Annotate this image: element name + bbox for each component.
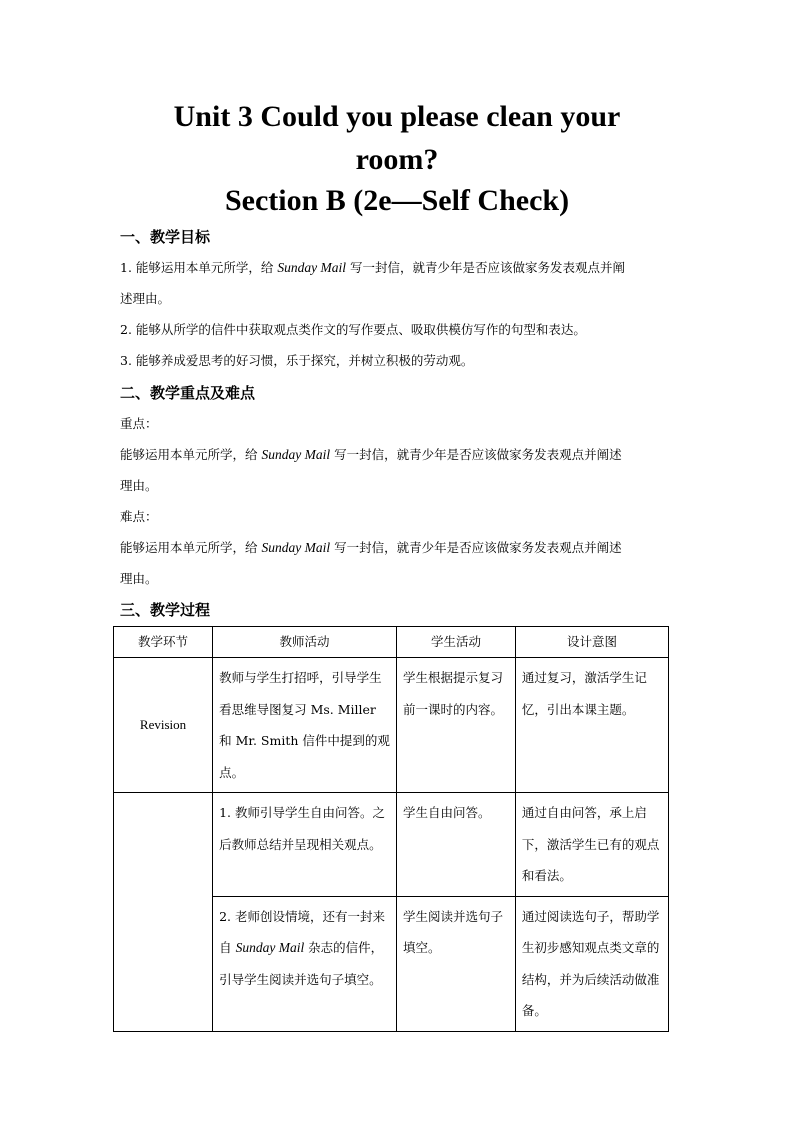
objective-3: 3. 能够养成爱思考的好习惯，乐于探究，并树立积极的劳动观。 xyxy=(120,353,474,368)
key-point-text: 能够运用本单元所学，给 Sunday Mail 写一封信，就青少年是否应该做家务发表观点并阐述 xyxy=(120,447,622,462)
design-intent-cell: 通过阅读选句子，帮助学生初步感知观点类文章的结构，并为后续活动做准备。 xyxy=(515,896,668,1031)
objective-2: 2. 能够从所学的信件中获取观点类作文的写作要点、吸取供模仿写作的句型和表达。 xyxy=(120,322,586,337)
teacher-activity-cell: 1. 教师引导学生自由问答。之后教师总结并呈现相关观点。 xyxy=(213,793,397,897)
design-intent-cell: 通过自由问答，承上启下，激活学生已有的观点和看法。 xyxy=(515,793,668,897)
table-row xyxy=(114,658,669,793)
section-heading-key-points: 二、教学重点及难点 xyxy=(120,384,256,402)
objective-1: 1. 能够运用本单元所学，给 Sunday Mail 写一封信，就青少年是否应该做家务发表观点并阐 xyxy=(120,260,625,275)
key-point-label: 重点： xyxy=(120,416,158,431)
difficulty-text-continued: 理由。 xyxy=(120,571,158,586)
table-row xyxy=(114,793,669,897)
stage-cell xyxy=(114,793,213,1032)
key-point-text-continued: 理由。 xyxy=(120,478,158,493)
student-activity-cell: 学生自由问答。 xyxy=(396,793,515,897)
title-line-2: room? xyxy=(355,143,439,176)
header-design-intent: 设计意图 xyxy=(515,627,668,658)
section-heading-objectives: 一、教学目标 xyxy=(120,228,211,246)
stage-cell: Revision xyxy=(114,658,213,793)
header-stage: 教学环节 xyxy=(114,627,213,658)
objective-1-continued: 述理由。 xyxy=(120,291,171,306)
section-heading-process: 三、教学过程 xyxy=(120,601,211,619)
teacher-activity-cell: 教师与学生打招呼，引导学生看思维导图复习 Ms. Miller 和 Mr. Smith 信件中提到的观点。 xyxy=(213,658,397,793)
teaching-process-table xyxy=(113,626,669,1032)
teacher-activity-cell: 2. 老师创设情境，还有一封来自 Sunday Mail 杂志的信件，引导学生阅读并选句子填空。 xyxy=(213,896,397,1031)
design-intent-cell: 通过复习，激活学生记忆，引出本课主题。 xyxy=(515,658,668,793)
title-line-1: Unit 3 Could you please clean your xyxy=(173,100,621,133)
difficulty-text: 能够运用本单元所学，给 Sunday Mail 写一封信，就青少年是否应该做家务发表观点并阐述 xyxy=(120,540,622,555)
student-activity-cell: 学生阅读并选句子填空。 xyxy=(396,896,515,1031)
title-line-3: Section B (2e—Self Check) xyxy=(224,184,570,217)
student-activity-cell: 学生根据提示复习前一课时的内容。 xyxy=(396,658,515,793)
header-student-activity: 学生活动 xyxy=(396,627,515,658)
table-header-row xyxy=(114,627,669,658)
header-teacher-activity: 教师活动 xyxy=(213,627,397,658)
difficulty-label: 难点： xyxy=(120,509,158,524)
